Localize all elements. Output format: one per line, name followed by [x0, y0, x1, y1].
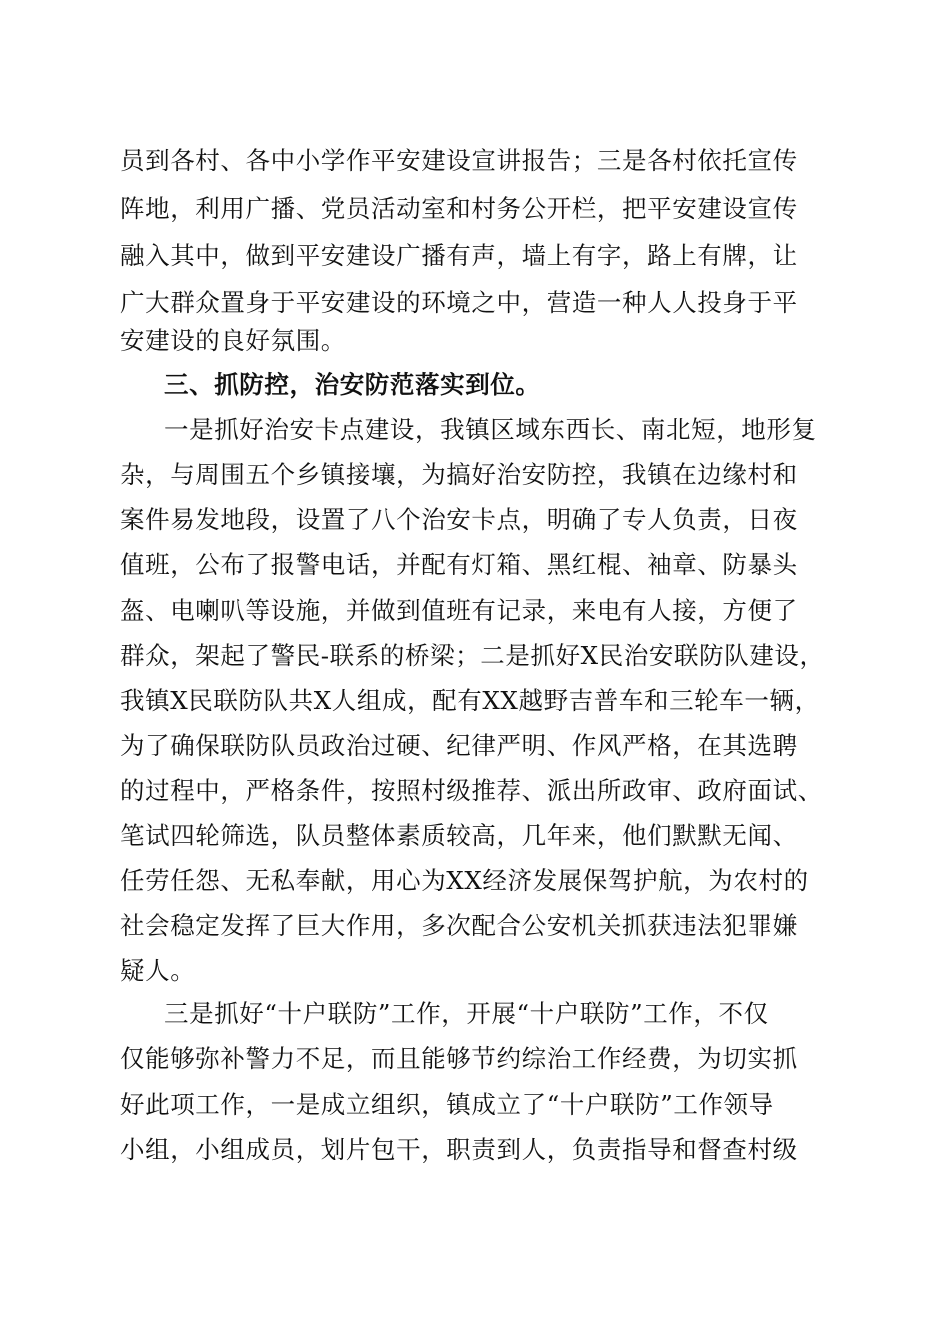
- text-line: 任劳任怨、无私奉献，用心为XX经济发展保驾护航，为农村的: [120, 866, 809, 895]
- section-heading-3: 三、抓防控，治安防范落实到位。: [164, 370, 541, 399]
- text-line: 值班，公布了报警电话，并配有灯箱、黑红棍、袖章、防暴头: [120, 550, 798, 579]
- text-line: 员到各村、各中小学作平安建设宣讲报告；三是各村依托宣传: [120, 146, 798, 175]
- text-line: 一是抓好治安卡点建设，我镇区域东西长、南北短，地形复: [164, 415, 817, 444]
- text-line: 为了确保联防队员政治过硬、纪律严明、作风严格，在其选聘: [120, 731, 798, 760]
- text-line: 的过程中，严格条件，按照村级推荐、派出所政审、政府面试、: [120, 776, 823, 805]
- text-line: 笔试四轮筛选，队员整体素质较高，几年来，他们默默无闻、: [120, 821, 798, 850]
- text-line: 好此项工作，一是成立组织，镇成立了“十户联防”工作领导: [120, 1090, 774, 1119]
- text-line: 群众，架起了警民-联系的桥梁；二是抓好X民治安联防队建设，: [120, 641, 825, 670]
- text-line: 杂，与周围五个乡镇接壤，为搞好治安防控，我镇在边缘村和: [120, 460, 798, 489]
- text-line: 融入其中，做到平安建设广播有声，墙上有字，路上有牌，让: [120, 241, 798, 270]
- text-line: 我镇X民联防队共X人组成，配有XX越野吉普车和三轮车一辆，: [120, 686, 820, 715]
- text-line: 阵地，利用广播、党员活动室和村务公开栏，把平安建设宣传: [120, 194, 798, 223]
- text-line: 广大群众置身于平安建设的环境之中，营造一种人人投身于平: [120, 288, 798, 317]
- text-line: 三是抓好“十户联防”工作，开展“十户联防”工作，不仅: [164, 999, 769, 1028]
- text-line: 仅能够弥补警力不足，而且能够节约综治工作经费，为切实抓: [120, 1044, 798, 1073]
- text-line: 疑人。: [120, 956, 196, 985]
- text-line: 社会稳定发挥了巨大作用，多次配合公安机关抓获违法犯罪嫌: [120, 911, 798, 940]
- text-line: 小组，小组成员，划片包干，职责到人，负责指导和督查村级: [120, 1135, 798, 1164]
- text-line: 盔、电喇叭等设施，并做到值班有记录，来电有人接，方便了: [120, 596, 798, 625]
- text-line: 案件易发地段，设置了八个治安卡点，明确了专人负责，日夜: [120, 505, 798, 534]
- text-line: 安建设的良好氛围。: [120, 326, 346, 355]
